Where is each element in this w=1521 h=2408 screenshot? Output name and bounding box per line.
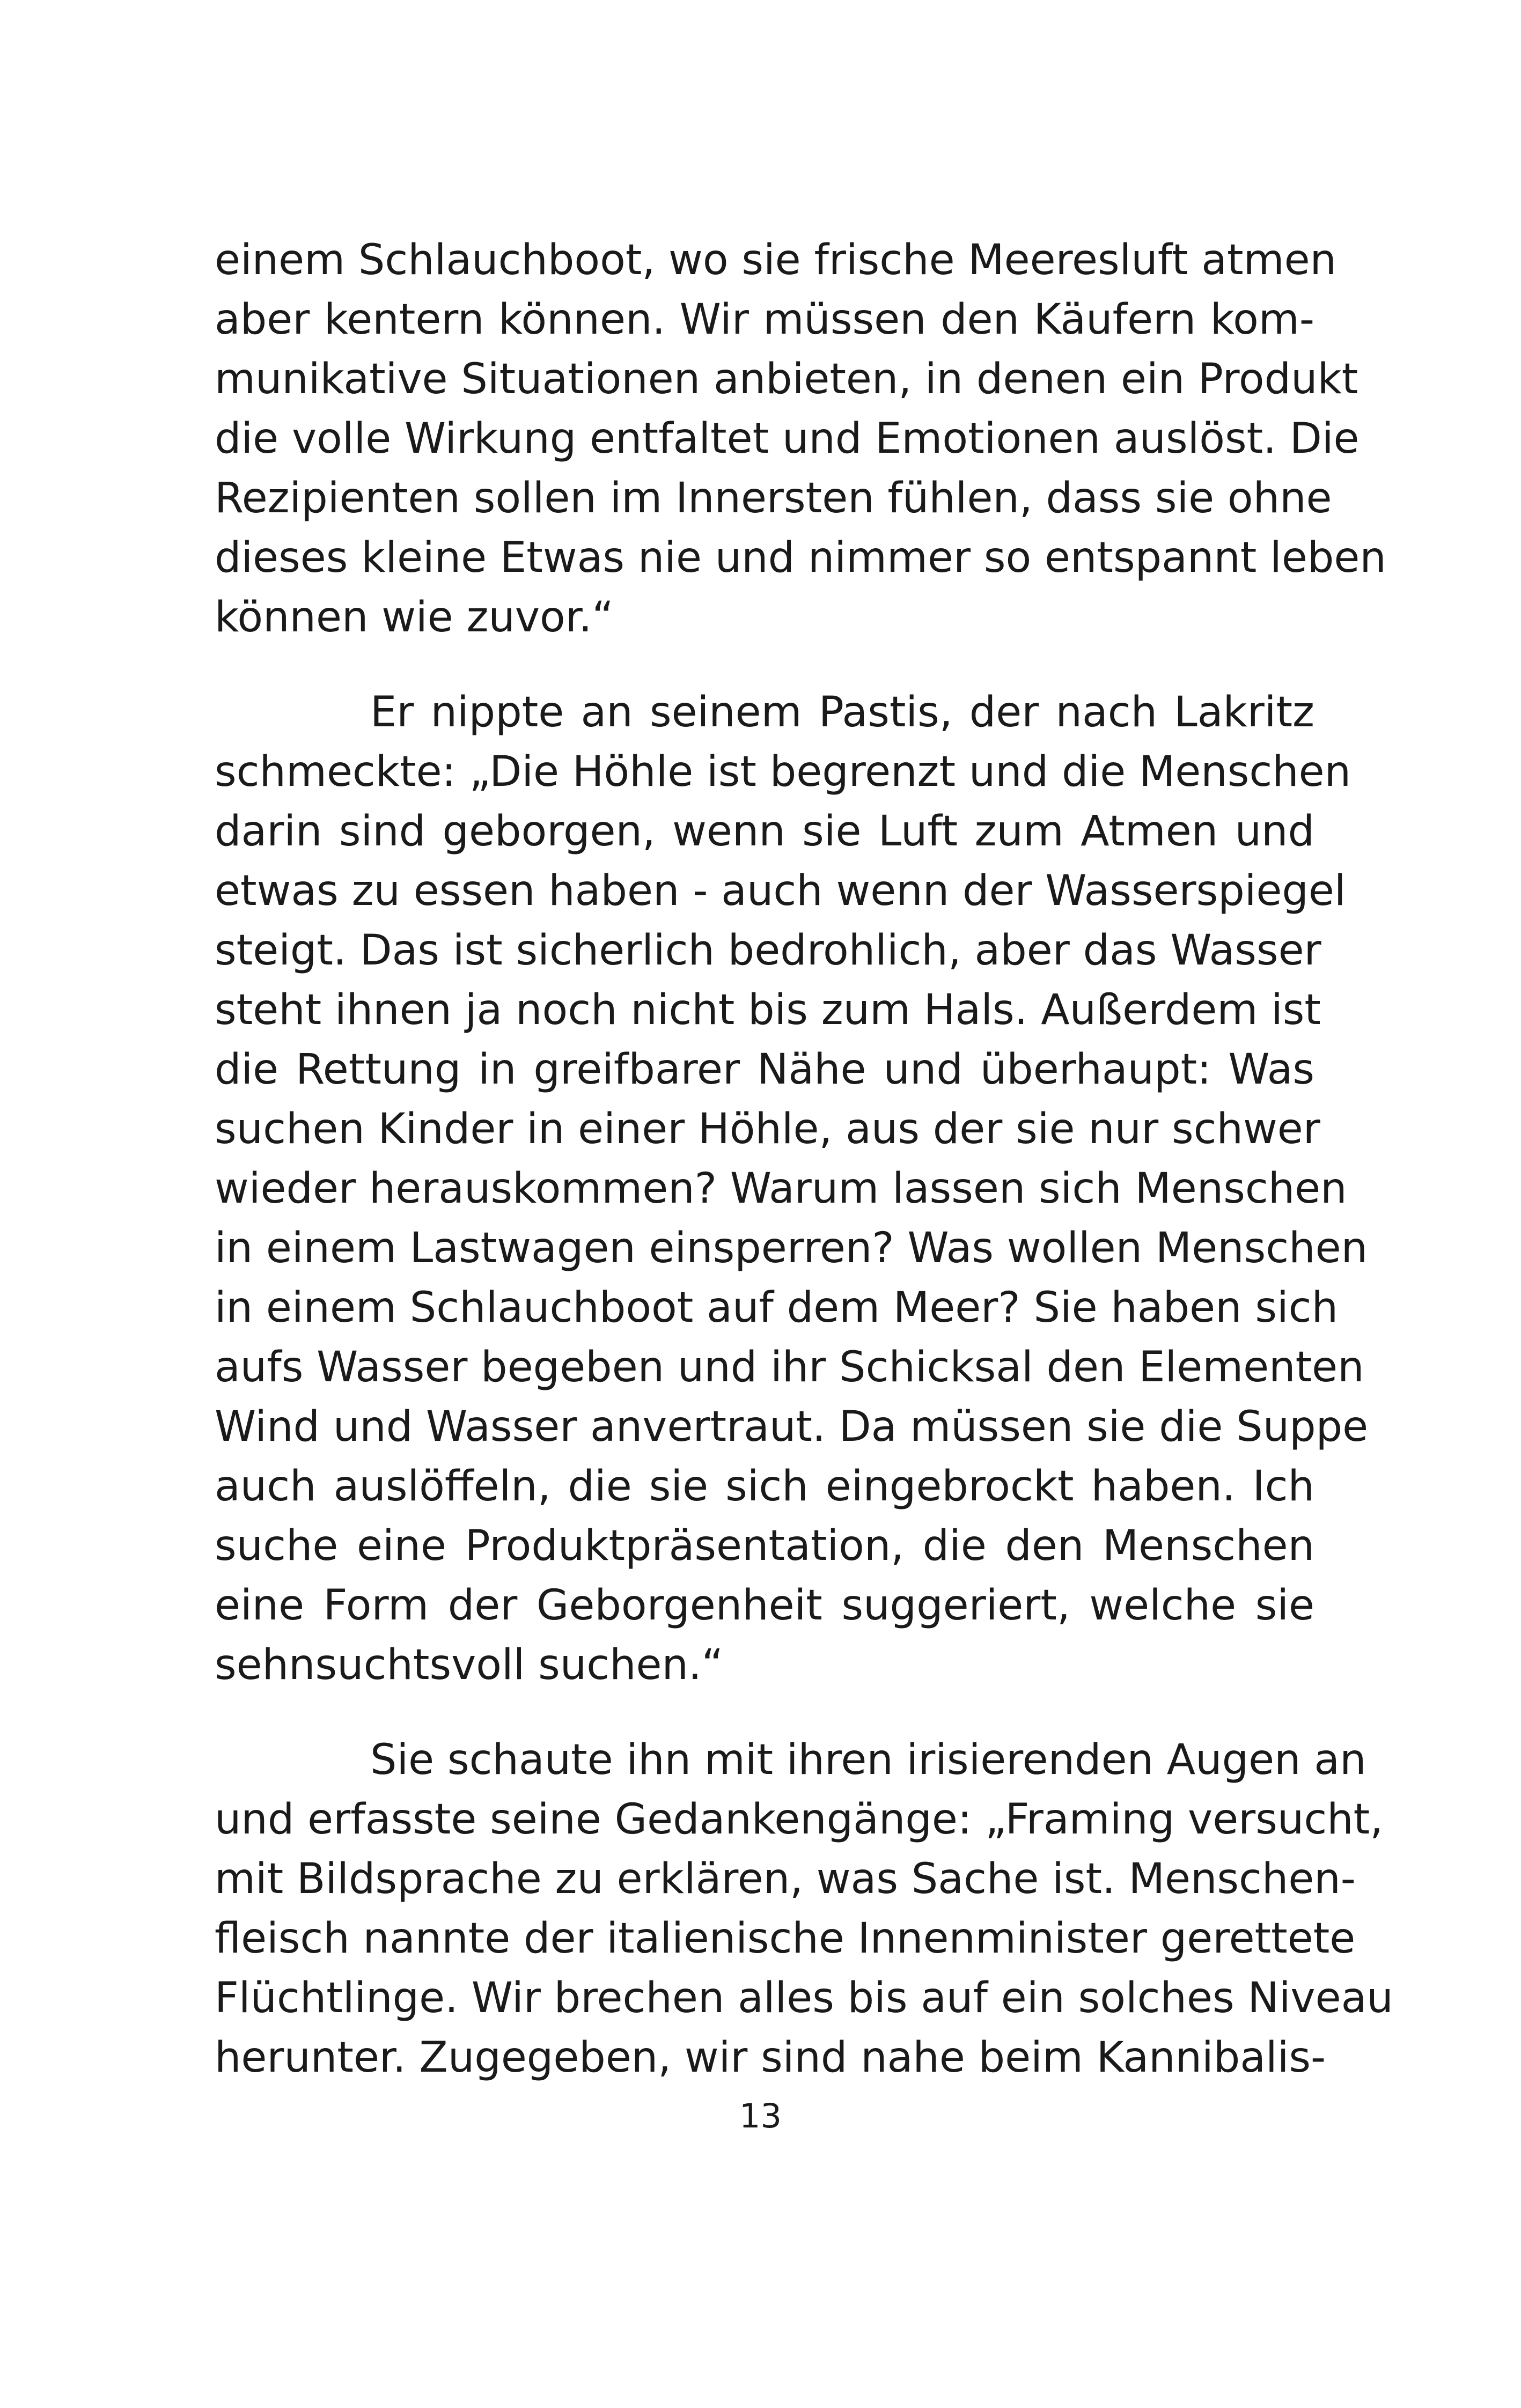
text-line: Wind und Wasser anvertraut. Da müssen sie die Suppe — [215, 1403, 1369, 1451]
text-line: suchen Kinder in einer Höhle, aus der sie nur schwer — [215, 1105, 1320, 1153]
text-line: Sie schaute ihn mit ihren irisierenden Augen an — [370, 1736, 1366, 1784]
text-line: wieder herauskommen? Warum lassen sich Menschen — [215, 1165, 1347, 1213]
text-line: die Rettung in greifbarer Nähe und überhaupt: Was — [215, 1045, 1314, 1094]
text-line: schmeckte: „Die Höhle ist begrenzt und die Menschen — [215, 748, 1351, 796]
paragraph-gap — [215, 1695, 1314, 1730]
text-line: munikative Situationen anbieten, in denen ein Produkt — [215, 355, 1358, 403]
text-line: Flüchtlinge. Wir brechen alles bis auf ein solches Niveau — [215, 1974, 1393, 2022]
paragraph — [215, 1730, 1393, 2088]
text-line: aber kentern können. Wir müssen den Käufern kom- — [215, 296, 1314, 344]
text-line: und erfasste seine Gedankengänge: „Framing versucht, — [215, 1795, 1384, 1844]
text-line: etwas zu essen haben - auch wenn der Wasserspiegel — [215, 867, 1346, 915]
text-line: mit Bildsprache zu erklären, was Sache ist. Menschen- — [215, 1855, 1356, 1903]
text-line: Rezipienten sollen im Innersten fühlen, dass sie ohne — [215, 474, 1332, 522]
text-line: darin sind geborgen, wenn sie Luft zum Atmen und — [215, 807, 1314, 856]
text-line: sehnsuchtsvoll suchen.“ — [215, 1641, 724, 1689]
text-line: fleisch nannte der italienische Innenminister gerettete — [215, 1914, 1356, 1963]
text-line: einem Schlauchboot, wo sie frische Meeresluft atmen — [215, 236, 1336, 284]
text-line: in einem Schlauchboot auf dem Meer? Sie haben sich — [215, 1284, 1339, 1332]
paragraph-gap — [215, 647, 1314, 683]
text-line: suche eine Produktpräsentation, die den Menschen — [215, 1522, 1314, 1570]
paragraph — [215, 231, 1386, 647]
text-line: eine Form der Geborgenheit suggeriert, welche sie — [215, 1581, 1314, 1630]
text-line: die volle Wirkung entfaltet und Emotionen auslöst. Die — [215, 415, 1360, 463]
text-line: Er nippte an seinem Pastis, der nach Lakritz — [370, 688, 1314, 737]
page-number: 13 — [739, 2096, 782, 2135]
body-text — [215, 231, 1393, 2088]
text-line: herunter. Zugegeben, wir sind nahe beim Kannibalis- — [215, 2034, 1326, 2082]
text-line: steigt. Das ist sicherlich bedrohlich, aber das Wasser — [215, 926, 1321, 975]
text-line: dieses kleine Etwas nie und nimmer so entspannt leben — [215, 534, 1386, 582]
paragraph — [215, 683, 1369, 1695]
text-line: können wie zuvor.“ — [215, 593, 614, 642]
text-line: aufs Wasser begeben und ihr Schicksal den Elementen — [215, 1343, 1364, 1391]
text-line: steht ihnen ja noch nicht bis zum Hals. Außerdem ist — [215, 986, 1321, 1034]
text-line: in einem Lastwagen einsperren? Was wollen Menschen — [215, 1224, 1368, 1272]
text-line: auch auslöffeln, die sie sich eingebrockt haben. Ich — [215, 1462, 1314, 1511]
